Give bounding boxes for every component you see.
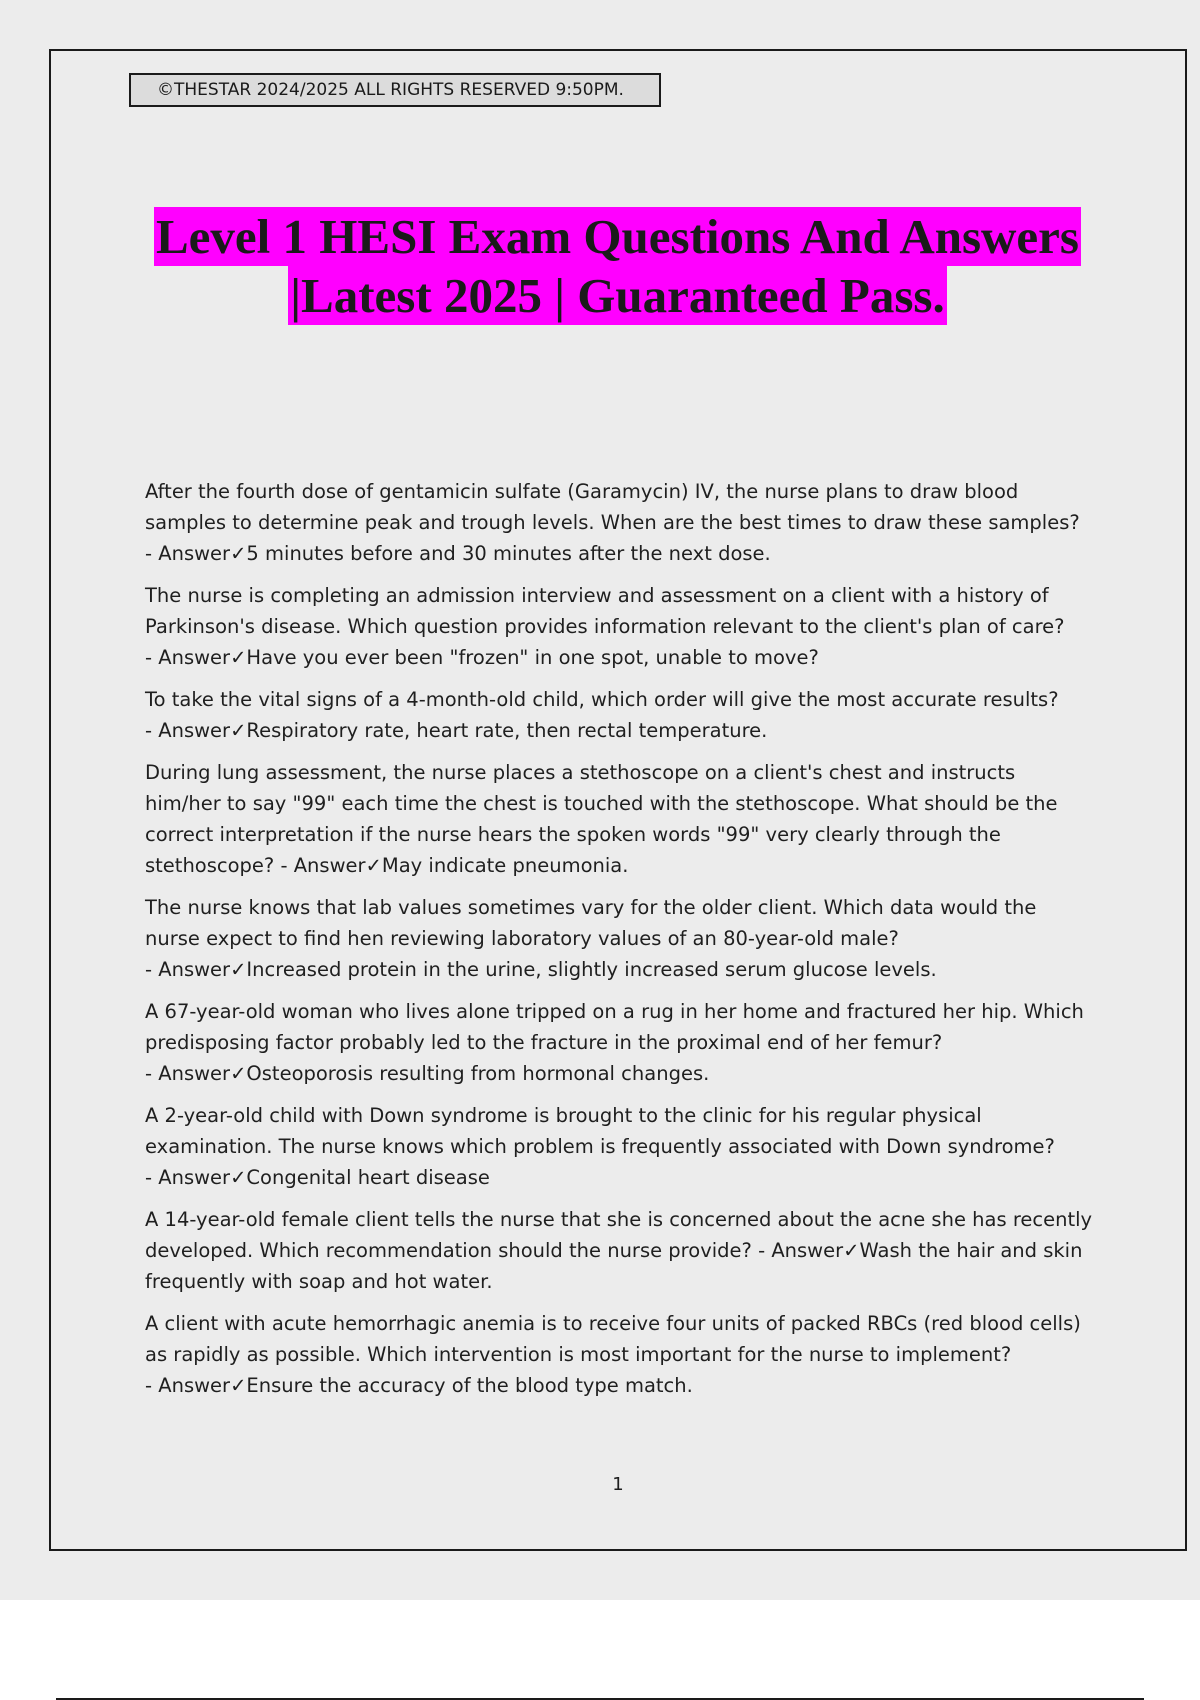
qa-separator: - xyxy=(145,719,159,742)
qa-separator: - xyxy=(145,646,159,669)
answer-text: Respiratory rate, heart rate, then rectal temperature. xyxy=(246,719,768,742)
title-line-1: Level 1 HESI Exam Questions And Answers xyxy=(156,209,1079,264)
answer-label: Answer xyxy=(158,1374,231,1397)
check-mark-icon: ✓ xyxy=(230,958,247,981)
answer-text: Have you ever been "frozen" in one spot, unable to move? xyxy=(246,646,819,669)
question-text: The nurse knows that lab values sometimes vary for the older client. Which data would the nurse expect to find hen reviewing laboratory values of an 80-year-old male? xyxy=(145,896,1037,950)
answer-label: Answer xyxy=(158,542,231,565)
qa-separator: - xyxy=(751,1239,772,1262)
answer-label: Answer xyxy=(158,719,231,742)
answer-text: Osteoporosis resulting from hormonal changes. xyxy=(246,1062,710,1085)
check-mark-icon: ✓ xyxy=(365,854,382,877)
qa-separator: - xyxy=(145,958,159,981)
answer-label: Answer xyxy=(293,854,366,877)
question-text: A 14-year-old female client tells the nurse that she is concerned about the acne she has recently developed. Which recommendation should the nurse provide? xyxy=(145,1208,1093,1262)
qa-item xyxy=(145,1100,1095,1193)
qa-item xyxy=(145,757,1095,881)
qa-item xyxy=(145,1308,1095,1401)
copyright-text: ©THESTAR 2024/2025 ALL RIGHTS RESERVED 9:50PM. xyxy=(157,80,624,100)
copyright-notice xyxy=(129,73,661,107)
qa-list xyxy=(145,476,1095,1412)
answer-text: Ensure the accuracy of the blood type match. xyxy=(246,1374,693,1397)
qa-item xyxy=(145,892,1095,985)
qa-item xyxy=(145,1204,1095,1297)
question-text: After the fourth dose of gentamicin sulfate (Garamycin) IV, the nurse plans to draw blood samples to determine peak and trough levels. When are the best times to draw these samples? xyxy=(145,480,1080,534)
check-mark-icon: ✓ xyxy=(230,646,247,669)
check-mark-icon: ✓ xyxy=(230,1166,247,1189)
qa-item xyxy=(145,580,1095,673)
qa-item xyxy=(145,684,1095,746)
check-mark-icon: ✓ xyxy=(230,719,247,742)
qa-item xyxy=(145,996,1095,1089)
qa-separator: - xyxy=(145,1062,159,1085)
question-text: A 2-year-old child with Down syndrome is brought to the clinic for his regular physical examination. The nurse knows which problem is frequently associated with Down syndrome? xyxy=(145,1104,1055,1158)
qa-separator: - xyxy=(274,854,294,877)
check-mark-icon: ✓ xyxy=(230,1374,247,1397)
answer-label: Answer xyxy=(158,1166,231,1189)
qa-separator: - xyxy=(145,1374,159,1397)
check-mark-icon: ✓ xyxy=(230,1062,247,1085)
answer-text: Increased protein in the urine, slightly increased serum glucose levels. xyxy=(246,958,937,981)
question-text: A 67-year-old woman who lives alone tripped on a rug in her home and fractured her hip. Which predisposing factor probably led to the fracture in the proximal end of her femur? xyxy=(145,1000,1084,1054)
answer-text: Wash the hair and skin frequently with soap and hot water. xyxy=(145,1239,1083,1293)
page-number: 1 xyxy=(612,1474,624,1495)
answer-label: Answer xyxy=(158,646,231,669)
check-mark-icon: ✓ xyxy=(230,542,247,565)
document-title xyxy=(90,207,1145,325)
qa-item xyxy=(145,476,1095,569)
answer-label: Answer xyxy=(158,958,231,981)
question-text: A client with acute hemorrhagic anemia is to receive four units of packed RBCs (red blood cells) as rapidly as possible. Which intervention is most important for the nurse to implement? xyxy=(145,1312,1081,1366)
question-text: The nurse is completing an admission interview and assessment on a client with a history of Parkinson's disease. Which question provides information relevant to the client's plan of care? xyxy=(145,584,1065,638)
qa-separator: - xyxy=(145,542,159,565)
answer-text: 5 minutes before and 30 minutes after the next dose. xyxy=(246,542,771,565)
check-mark-icon: ✓ xyxy=(843,1239,860,1262)
answer-text: Congenital heart disease xyxy=(246,1166,490,1189)
question-text: To take the vital signs of a 4-month-old child, which order will give the most accurate results? xyxy=(145,688,1059,711)
answer-text: May indicate pneumonia. xyxy=(381,854,629,877)
title-line-2: |Latest 2025 | Guaranteed Pass. xyxy=(290,268,945,323)
answer-label: Answer xyxy=(158,1062,231,1085)
question-text: During lung assessment, the nurse places a stethoscope on a client's chest and instructs him/her to say "99" each time the chest is touched with the stethoscope. What should be the correct interpretation if the nurse hears the spoken words "99" very clearly through the stethoscope? xyxy=(145,761,1058,877)
answer-label: Answer xyxy=(771,1239,844,1262)
qa-separator: - xyxy=(145,1166,159,1189)
